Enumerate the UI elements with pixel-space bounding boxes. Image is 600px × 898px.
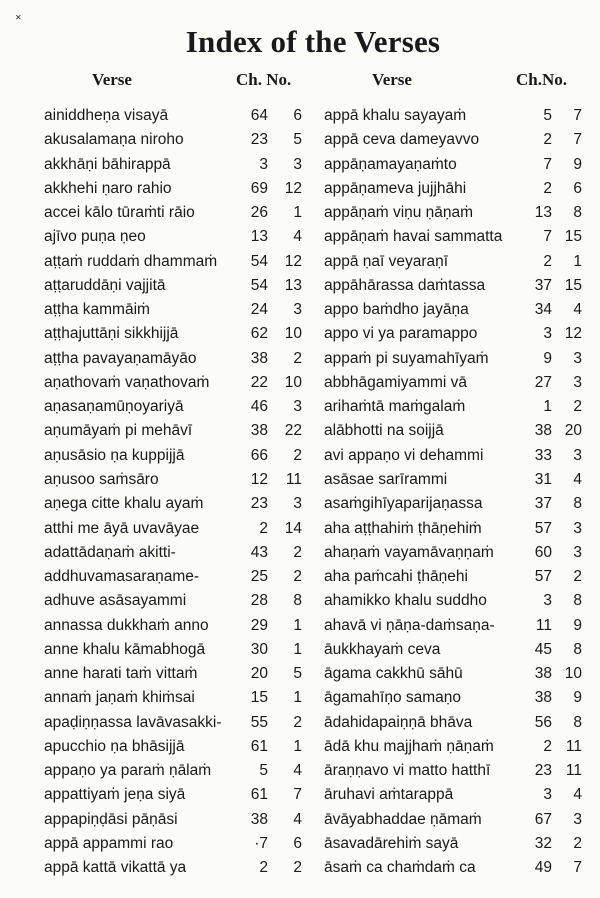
left-column — [40, 68, 302, 881]
chapter-number: 38 — [250, 810, 268, 828]
chapter-number: 28 — [250, 592, 268, 610]
verse-text: addhuvamasaraṇame- — [44, 568, 200, 586]
verse-number: 1 — [293, 640, 302, 658]
chapter-number: 23 — [250, 131, 268, 149]
index-entry — [320, 395, 582, 419]
verse-number: 3 — [573, 519, 582, 537]
index-entry — [320, 274, 582, 298]
verse-number: 12 — [284, 252, 302, 270]
verse-text: abbhāgamiyammi vā — [324, 373, 468, 391]
verse-number: 9 — [573, 616, 582, 634]
chapter-number: 67 — [534, 810, 552, 828]
right-column — [320, 68, 582, 881]
index-entry — [320, 638, 582, 662]
verse-text: appapiṇḍāsi pāṇāsi — [44, 810, 178, 828]
verse-text: apucchio ṇa bhāsijjā — [44, 737, 185, 755]
verse-text: anne khalu kāmabhogā — [44, 640, 206, 658]
verse-number: 8 — [573, 204, 582, 222]
verse-number: 4 — [573, 470, 582, 488]
verse-number: 8 — [293, 592, 302, 610]
index-entry — [40, 711, 302, 735]
verse-number: 6 — [573, 179, 582, 197]
verse-number: 3 — [293, 301, 302, 319]
verse-text: annaṁ jaṇaṁ khiṁsai — [44, 689, 195, 707]
verse-number: 4 — [293, 228, 302, 246]
verse-number: 11 — [285, 470, 302, 488]
right-entry-list — [320, 104, 582, 881]
chapter-number: 3 — [259, 155, 268, 173]
chapter-number: 30 — [250, 640, 268, 658]
verse-text: appāṇameva jujjhāhi — [324, 179, 467, 197]
verse-number: 4 — [573, 786, 582, 804]
verse-number: 1 — [293, 616, 302, 634]
index-entry — [320, 808, 582, 832]
index-entry — [40, 808, 302, 832]
chapter-number: 2 — [259, 859, 268, 877]
chapter-number: 25 — [250, 568, 268, 586]
verse-text: āruhavi aṁtarappā — [324, 786, 454, 804]
index-entry — [320, 322, 582, 346]
verse-text: asaṁgihīyaparijaṇassa — [324, 495, 483, 513]
chapter-number: 64 — [250, 107, 268, 124]
verse-text: asāsae sarīrammi — [324, 470, 448, 488]
verse-text: akkhehi ṇaro rahio — [44, 179, 172, 197]
verse-text: appaṁ pi suyamahīyaṁ — [324, 349, 489, 367]
chapter-number: 13 — [534, 204, 552, 222]
index-entry — [320, 104, 582, 128]
verse-header: Verse — [372, 70, 412, 89]
chapter-number: 38 — [250, 422, 268, 440]
chapter-number: 43 — [250, 543, 268, 561]
left-entry-list — [40, 104, 302, 881]
chapter-number: 54 — [250, 276, 268, 294]
index-entry — [40, 250, 302, 274]
verse-text: appāṇamayaṇaṁto — [324, 155, 457, 173]
verse-text: ajīvo puṇa ṇeo — [44, 228, 146, 246]
index-entry — [320, 298, 582, 322]
verse-text: accei kālo tūraṁti rāio — [44, 204, 195, 222]
verse-text: āukkhayaṁ ceva — [324, 640, 441, 658]
verse-number: 8 — [573, 592, 582, 610]
verse-text: aṇumāyaṁ pi mehāvī — [44, 422, 193, 440]
index-entry — [320, 614, 582, 638]
index-entry — [40, 347, 302, 371]
verse-text: āgama cakkhū sāhū — [324, 665, 463, 683]
index-entry — [320, 783, 582, 807]
index-entry — [320, 686, 582, 710]
verse-text: ahaṇaṁ vayamāvaṇṇaṁ — [324, 543, 494, 561]
verse-number: 13 — [284, 276, 302, 294]
verse-text: aha aṭṭhahiṁ ṭhāṇehiṁ — [324, 519, 482, 537]
chapter-number: 3 — [543, 786, 552, 804]
verse-number: 4 — [293, 762, 302, 780]
index-entry — [40, 322, 302, 346]
verse-number: 9 — [573, 689, 582, 707]
chapter-number: 20 — [250, 665, 268, 683]
index-entry — [320, 225, 582, 249]
verse-text: avi appaṇo vi dehammi — [324, 446, 484, 464]
verse-number: 2 — [293, 543, 302, 561]
chapter-number-header: Ch. No. — [236, 70, 292, 89]
index-entry — [320, 201, 582, 225]
verse-text: ainiddheṇa visayā — [44, 107, 169, 124]
verse-text: āraṇṇavo vi matto hatthī — [324, 762, 491, 780]
index-entry — [40, 492, 302, 516]
verse-text: akusalamaṇa niroho — [44, 131, 184, 149]
chapter-number: 5 — [543, 107, 552, 124]
verse-number: 3 — [293, 495, 302, 513]
verse-number: 2 — [293, 349, 302, 367]
index-entry — [40, 177, 302, 201]
verse-number: 22 — [284, 422, 302, 440]
verse-text: ahavā vi ṇāṇa-daṁsaṇa- — [324, 616, 495, 634]
verse-number: 2 — [293, 713, 302, 731]
chapter-number: 54 — [250, 252, 268, 270]
verse-number: 2 — [573, 398, 582, 416]
index-entry — [40, 686, 302, 710]
verse-number: 11 — [565, 762, 582, 780]
verse-number: 1 — [293, 737, 302, 755]
verse-text: annassa dukkhaṁ anno — [44, 616, 209, 634]
index-entry — [40, 371, 302, 395]
verse-text: āvāyabhaddae ṇāmaṁ — [324, 810, 482, 828]
index-entry — [40, 274, 302, 298]
chapter-number: 33 — [534, 446, 552, 464]
verse-text: aṇusāsio ṇa kuppijjā — [44, 446, 185, 464]
index-entry — [320, 759, 582, 783]
index-entry — [40, 419, 302, 443]
index-entry — [40, 201, 302, 225]
index-entry — [40, 468, 302, 492]
verse-text: apaḍiṇṇassa lavāvasakki- — [44, 713, 222, 731]
verse-number: 10 — [564, 665, 582, 683]
verse-text: appo baṁdho jayāṇa — [324, 301, 469, 319]
chapter-number: 23 — [534, 762, 552, 780]
verse-text: appāhārassa daṁtassa — [324, 276, 486, 294]
verse-number: 6 — [293, 107, 302, 124]
chapter-number: 5 — [259, 762, 268, 780]
chapter-number: 46 — [250, 398, 268, 416]
index-entry — [320, 250, 582, 274]
chapter-number: 57 — [534, 568, 552, 586]
verse-number: 7 — [573, 107, 582, 124]
index-entry — [40, 759, 302, 783]
chapter-number: 13 — [250, 228, 268, 246]
chapter-number: 15 — [250, 689, 268, 707]
chapter-number: 29 — [250, 616, 268, 634]
index-entry — [40, 541, 302, 565]
chapter-number: 61 — [250, 786, 268, 804]
verse-number: 5 — [293, 131, 302, 149]
left-column-header — [40, 68, 302, 94]
verse-text: ādahidapaiṇṇā bhāva — [324, 713, 473, 731]
verse-number: 12 — [284, 179, 302, 197]
index-entry — [40, 128, 302, 152]
index-entry — [320, 468, 582, 492]
verse-number: 2 — [293, 859, 302, 877]
index-entry — [320, 711, 582, 735]
index-entry — [40, 153, 302, 177]
verse-text: aṭṭhajuttāṇi sikkhijjā — [44, 325, 179, 343]
verse-text: adattādaṇaṁ akitti- — [44, 543, 176, 561]
index-entry — [40, 104, 302, 128]
chapter-number: 34 — [534, 301, 552, 319]
verse-number: 3 — [573, 446, 582, 464]
index-entry — [320, 444, 582, 468]
verse-number: 9 — [573, 155, 582, 173]
chapter-number: 2 — [543, 131, 552, 149]
verse-number: 1 — [573, 252, 582, 270]
verse-text: appāṇaṁ havai sammatta — [324, 228, 503, 246]
index-entry — [320, 347, 582, 371]
verse-text: āsavadārehiṁ sayā — [324, 834, 459, 852]
verse-text: anne harati taṁ vittaṁ — [44, 665, 198, 683]
index-entry — [320, 856, 582, 880]
chapter-number: 37 — [534, 495, 552, 513]
chapter-number: 31 — [534, 470, 552, 488]
verse-number: 2 — [293, 446, 302, 464]
verse-header: Verse — [92, 70, 132, 89]
chapter-number: 11 — [535, 616, 552, 634]
verse-number: 7 — [573, 131, 582, 149]
verse-number: 2 — [573, 834, 582, 852]
verse-text: appā ceva dameyavvo — [324, 131, 480, 149]
verse-text: appo vi ya paramappo — [324, 325, 478, 343]
index-entry — [40, 638, 302, 662]
verse-number: 2 — [293, 568, 302, 586]
verse-number: 11 — [565, 737, 582, 755]
verse-number: 8 — [573, 713, 582, 731]
index-entry — [320, 177, 582, 201]
right-column-header — [320, 68, 582, 94]
verse-number: 8 — [573, 640, 582, 658]
index-entry — [320, 565, 582, 589]
index-entry — [320, 589, 582, 613]
chapter-number: 69 — [250, 179, 268, 197]
chapter-number: 2 — [259, 519, 268, 537]
index-entry — [320, 662, 582, 686]
chapter-number: 62 — [250, 325, 268, 343]
verse-number: 2 — [573, 568, 582, 586]
index-entry — [40, 589, 302, 613]
chapter-number: 60 — [534, 543, 552, 561]
index-entry — [320, 832, 582, 856]
verse-number: 15 — [564, 228, 582, 246]
chapter-number: 38 — [534, 689, 552, 707]
verse-text: appā kattā vikattā ya — [44, 859, 187, 877]
verse-text: aṭṭha kammāiṁ — [44, 301, 150, 319]
chapter-number-header: Ch.No. — [516, 70, 568, 89]
chapter-number: 23 — [250, 495, 268, 513]
chapter-number: ·7 — [254, 834, 268, 852]
verse-number: 12 — [564, 325, 582, 343]
chapter-number: 12 — [250, 470, 268, 488]
chapter-number: 57 — [534, 519, 552, 537]
verse-number: 20 — [564, 422, 582, 440]
verse-number: 7 — [573, 859, 582, 877]
verse-text: aha paṁcahi ṭhāṇehi — [324, 568, 468, 586]
chapter-number: 3 — [543, 592, 552, 610]
chapter-number: 49 — [534, 859, 552, 877]
index-entry — [40, 832, 302, 856]
verse-text: appā ṇaī veyaraṇī — [324, 252, 449, 270]
verse-number: 3 — [293, 398, 302, 416]
verse-number: 8 — [573, 495, 582, 513]
verse-text: ādā khu majjhaṁ ṇāṇaṁ — [324, 737, 494, 755]
verse-text: aṭṭha pavayaṇamāyāo — [44, 349, 197, 367]
verse-number: 5 — [293, 665, 302, 683]
chapter-number: 3 — [543, 325, 552, 343]
chapter-number: 38 — [534, 665, 552, 683]
chapter-number: 1 — [543, 398, 552, 416]
chapter-number: 27 — [534, 373, 552, 391]
index-entry — [40, 517, 302, 541]
index-entry — [320, 128, 582, 152]
verse-number: 1 — [293, 204, 302, 222]
verse-text: aṇathovaṁ vaṇathovaṁ — [44, 373, 210, 391]
verse-text: akkhāṇi bāhirappā — [44, 155, 171, 173]
chapter-number: 7 — [543, 228, 552, 246]
chapter-number: 61 — [250, 737, 268, 755]
chapter-number: 2 — [543, 179, 552, 197]
index-entry — [320, 153, 582, 177]
index-entry — [320, 541, 582, 565]
verse-number: 6 — [293, 834, 302, 852]
verse-number: 10 — [284, 325, 302, 343]
verse-text: alābhotti na soijjā — [324, 422, 444, 440]
chapter-number: 7 — [543, 155, 552, 173]
index-entry — [40, 225, 302, 249]
verse-number: 3 — [293, 155, 302, 173]
chapter-number: 56 — [534, 713, 552, 731]
verse-text: appāṇaṁ viṇu ṇāṇaṁ — [324, 204, 474, 222]
chapter-number: 37 — [534, 276, 552, 294]
verse-number: 14 — [284, 519, 302, 537]
chapter-number: 26 — [250, 204, 268, 222]
verse-number: 3 — [573, 543, 582, 561]
verse-number: 7 — [293, 786, 302, 804]
index-entry — [320, 371, 582, 395]
index-entry — [40, 298, 302, 322]
chapter-number: 55 — [250, 713, 268, 731]
verse-text: atthi me āyā uvavāyae — [44, 519, 200, 537]
verse-number: 15 — [564, 276, 582, 294]
verse-text: āgamahīṇo samaṇo — [324, 689, 462, 707]
verse-text: appattiyaṁ jeṇa siyā — [44, 786, 186, 804]
page-title: Index of the Verses — [185, 24, 441, 59]
index-entry — [40, 395, 302, 419]
verse-number: 10 — [284, 373, 302, 391]
verse-text: adhuve asāsayammi — [44, 592, 187, 610]
chapter-number: 66 — [250, 446, 268, 464]
index-entry — [320, 419, 582, 443]
chapter-number: 2 — [543, 252, 552, 270]
index-entry — [40, 735, 302, 759]
verse-text: āsaṁ ca chaṁdaṁ ca — [324, 859, 476, 877]
index-entry — [40, 565, 302, 589]
chapter-number: 38 — [250, 349, 268, 367]
index-entry — [40, 856, 302, 880]
corner-mark: ˟ — [16, 12, 21, 28]
index-entry — [40, 662, 302, 686]
verse-text: aṭṭaṁ ruddaṁ dhammaṁ — [44, 252, 218, 270]
chapter-number: 24 — [250, 301, 268, 319]
verse-number: 3 — [573, 810, 582, 828]
verse-text: aṇasaṇamūṇoyariyā — [44, 398, 184, 416]
index-entry — [320, 517, 582, 541]
verse-text: aṇusoo saṁsāro — [44, 470, 159, 488]
verse-text: ahamikko khalu suddho — [324, 592, 487, 610]
verse-number: 3 — [573, 373, 582, 391]
verse-number: 4 — [293, 810, 302, 828]
chapter-number: 45 — [534, 640, 552, 658]
verse-number: 3 — [573, 349, 582, 367]
verse-text: aṇega citte khalu ayaṁ — [44, 495, 204, 513]
index-entry — [40, 614, 302, 638]
verse-number: 4 — [573, 301, 582, 319]
index-entry — [40, 783, 302, 807]
index-entry — [320, 492, 582, 516]
chapter-number: 32 — [534, 834, 552, 852]
verse-text: arihaṁtā maṁgalaṁ — [324, 398, 466, 416]
chapter-number: 38 — [534, 422, 552, 440]
verse-number: 1 — [293, 689, 302, 707]
verse-text: appā appammi rao — [44, 834, 174, 852]
verse-text: appā khalu sayayaṁ — [324, 107, 467, 124]
chapter-number: 22 — [250, 373, 268, 391]
index-entry — [40, 444, 302, 468]
chapter-number: 9 — [543, 349, 552, 367]
index-entry — [320, 735, 582, 759]
verse-text: appaṇo ya paraṁ ṇālaṁ — [44, 762, 212, 780]
verse-text: aṭṭaruddāṇi vajjitā — [44, 276, 166, 294]
chapter-number: 2 — [543, 737, 552, 755]
